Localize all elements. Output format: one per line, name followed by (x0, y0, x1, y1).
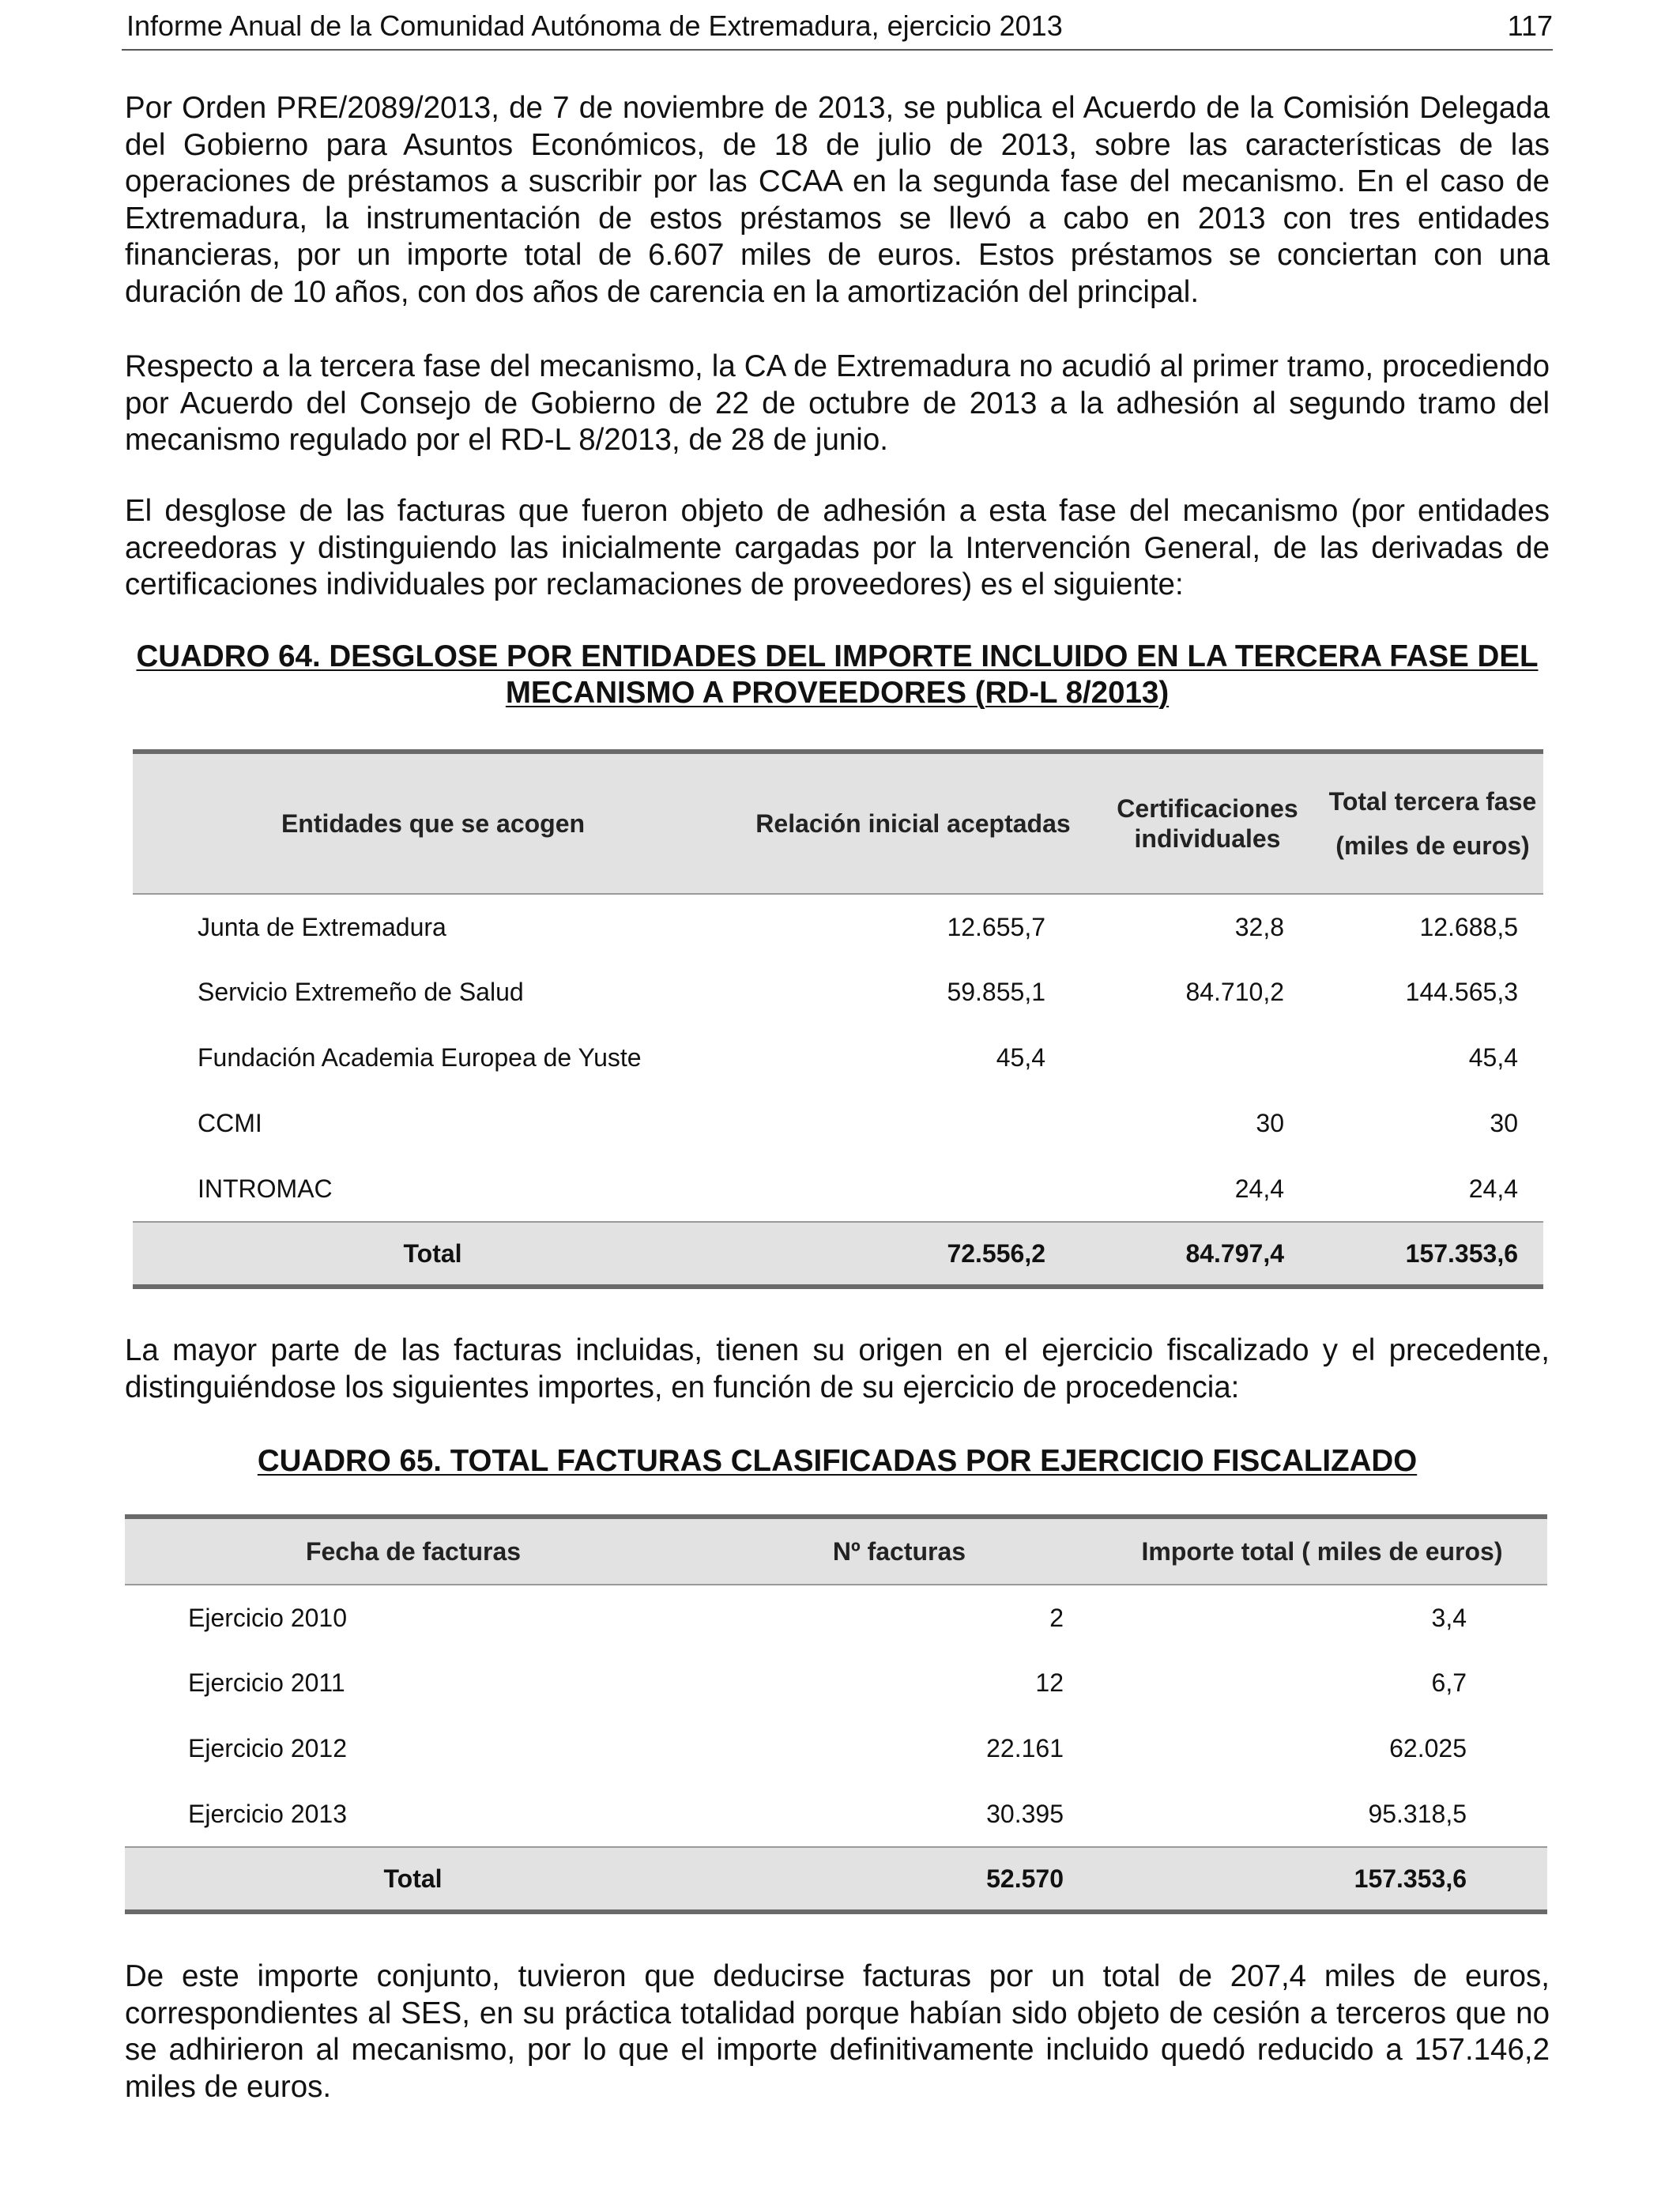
paragraph-orden-pre: Por Orden PRE/2089/2013, de 7 de noviembre de 2013, se publica el Acuerdo de la Comisión Delegada del Gobierno para Asuntos Económicos, de 18 de julio de 2013, sobre las características de las operaciones de préstamos a suscribir por las CCAA en la segunda fase del mecanismo. En el caso de Extremadura, la instrumentación de estos préstamos se llevó a cabo en 2013 con tres entidades financieras, por un importe total de 6.607 miles de euros. Estos préstamos se conciertan con una duración de 10 años, con dos años de carencia en la amortización del principal. (125, 91, 1550, 309)
cell-total: 24,4 (1468, 1174, 1518, 1203)
table-row (133, 959, 1543, 1025)
table-row (133, 1156, 1543, 1222)
table-row (133, 894, 1543, 959)
cell-total-label: Total (125, 1847, 702, 1912)
col-header-certs: Certificaciones individuales (1093, 752, 1322, 894)
cell-entity: Servicio Extremeño de Salud (198, 978, 524, 1006)
cell-total-certs: 84.797,4 (1093, 1222, 1322, 1287)
table64-caption-text: CUADRO 64. DESGLOSE POR ENTIDADES DEL IMPORTE INCLUIDO EN LA TERCERA FASE DEL MECANISMO A PROVEEDORES (RD-L 8/2013) (136, 639, 1539, 710)
cell-count: 12 (1035, 1668, 1064, 1697)
cell-entity: Junta de Extremadura (198, 912, 446, 941)
cell-entity: CCMI (198, 1109, 262, 1137)
table-total-row (133, 1222, 1543, 1287)
table-row (133, 1025, 1543, 1091)
page-number: 117 (1507, 9, 1553, 42)
col-header-units: (miles de euros) (1335, 831, 1530, 860)
cell-certs: 24,4 (1234, 1174, 1284, 1203)
col-header-entity: Entidades que se acogen (133, 752, 733, 894)
cell-initial: 12.655,7 (947, 912, 1045, 941)
cell-date: Ejercicio 2012 (188, 1734, 347, 1762)
cell-initial (733, 1156, 1093, 1222)
cell-amount: 95.318,5 (1368, 1799, 1467, 1828)
cell-certs: 30 (1256, 1109, 1284, 1137)
cell-amount: 3,4 (1431, 1603, 1467, 1632)
cell-date: Ejercicio 2011 (188, 1668, 345, 1697)
table-row (125, 1585, 1547, 1650)
table-row (125, 1781, 1547, 1847)
cell-count: 2 (1049, 1603, 1064, 1632)
table-header-row (125, 1517, 1547, 1585)
paragraph-tercera-fase: Respecto a la tercera fase del mecanismo, la CA de Extremadura no acudió al primer tramo, procediendo por Acuerdo del Consejo de Gobierno de 22 de octubre de 2013 a la adhesión al segundo tramo del mecanismo regulado por el RD-L 8/2013, de 28 de junio. (125, 349, 1550, 457)
table64 (133, 749, 1543, 1289)
table-header-row (133, 752, 1543, 894)
cell-total: 45,4 (1468, 1043, 1518, 1072)
cell-total: 12.688,5 (1419, 912, 1518, 941)
table65 (125, 1514, 1547, 1914)
table-row (133, 1091, 1543, 1156)
cell-date: Ejercicio 2010 (188, 1603, 347, 1632)
page-header (122, 6, 1553, 51)
col-header-amount: Importe total ( miles de euros) (1097, 1517, 1547, 1585)
col-header-date: Fecha de facturas (125, 1517, 702, 1585)
col-header-total-label: Total tercera fase (1328, 787, 1537, 816)
cell-total-amount: 157.353,6 (1097, 1847, 1547, 1912)
col-header-count: Nº facturas (702, 1517, 1097, 1585)
cell-total-label: Total (133, 1222, 733, 1287)
cell-total-count: 52.570 (702, 1847, 1097, 1912)
report-title: Informe Anual de la Comunidad Autónoma de Extremadura, ejercicio 2013 (126, 9, 1063, 42)
cell-total: 30 (1490, 1109, 1518, 1137)
cell-total: 144.565,3 (1405, 978, 1518, 1006)
cell-certs: 32,8 (1234, 912, 1284, 941)
cell-entity: Fundación Academia Europea de Yuste (198, 1043, 642, 1072)
paragraph-desglose: El desglose de las facturas que fueron objeto de adhesión a esta fase del mecanismo (por entidades acreedoras y distinguiendo las inicialmente cargadas por la Intervención General, de las derivadas de certificaciones individuales por reclamaciones de proveedores) es el siguiente: (125, 494, 1550, 601)
cell-initial: 59.855,1 (947, 978, 1045, 1006)
table-row (125, 1716, 1547, 1781)
col-header-total (1322, 752, 1543, 894)
cell-amount: 62.025 (1389, 1734, 1467, 1762)
cell-date: Ejercicio 2013 (188, 1799, 347, 1828)
paragraph-mayor-parte: La mayor parte de las facturas incluidas, tienen su origen en el ejercicio fiscalizado y el precedente, distinguiéndose los siguientes importes, en función de su ejercicio de procedencia: (125, 1333, 1550, 1404)
table65-caption (122, 1443, 1553, 1480)
cell-total-initial: 72.556,2 (733, 1222, 1093, 1287)
cell-initial: 45,4 (996, 1043, 1045, 1072)
cell-certs: 84.710,2 (1185, 978, 1284, 1006)
table65-caption-text: CUADRO 65. TOTAL FACTURAS CLASIFICADAS POR EJERCICIO FISCALIZADO (257, 1444, 1418, 1478)
cell-initial (733, 1091, 1093, 1156)
cell-entity: INTROMAC (198, 1174, 333, 1203)
table-row (125, 1650, 1547, 1716)
cell-total-total: 157.353,6 (1322, 1222, 1543, 1287)
cell-amount: 6,7 (1431, 1668, 1467, 1697)
paragraph-deduccion: De este importe conjunto, tuvieron que deducirse facturas por un total de 207,4 miles de euros, correspondientes al SES, en su práctica totalidad porque habían sido objeto de cesión a terceros que no se adhirieron al mecanismo, por lo que el importe definitivamente incluido quedó reducido a 157.146,2 miles de euros. (125, 1959, 1550, 2104)
cell-count: 30.395 (986, 1799, 1064, 1828)
table-total-row (125, 1847, 1547, 1912)
cell-count: 22.161 (986, 1734, 1064, 1762)
cell-certs (1093, 1025, 1322, 1091)
col-header-initial: Relación inicial aceptadas (733, 752, 1093, 894)
table64-caption (122, 639, 1553, 711)
